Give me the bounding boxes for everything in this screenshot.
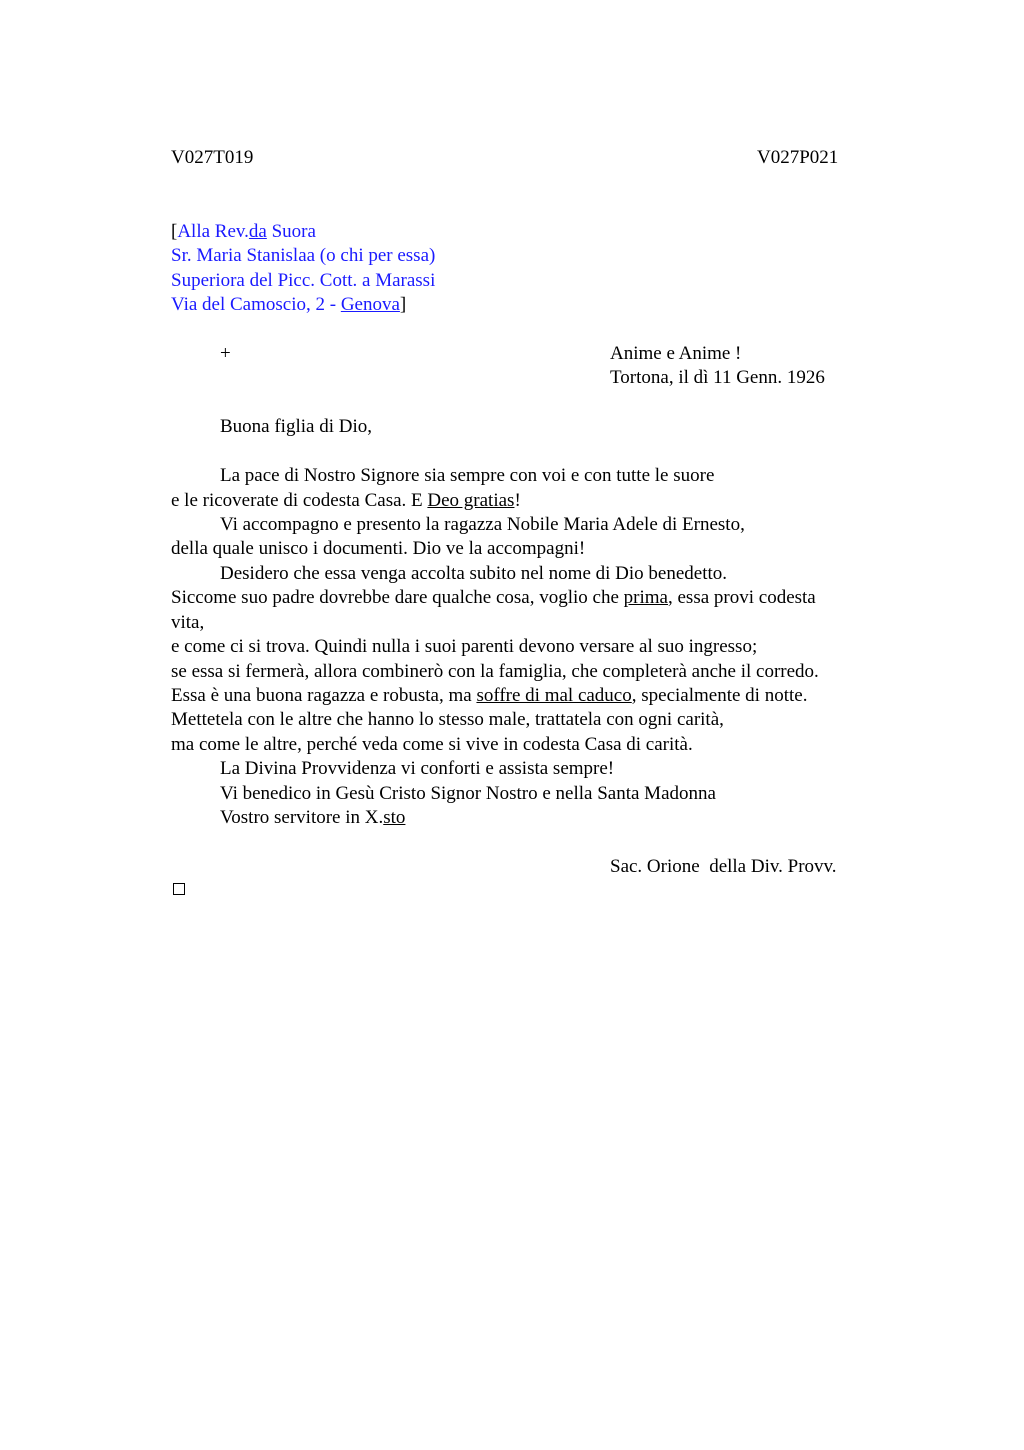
body-line: Vi accompagno e presento la ragazza Nobile Maria Adele di Ernesto, [220, 514, 745, 535]
address-line-2: Sr. Maria Stanislaa (o chi per essa) [171, 245, 436, 266]
doc-code-right: V027P021 [757, 147, 839, 168]
doc-code-left: V027T019 [171, 147, 254, 168]
body-line: Mettetela con le altre che hanno lo stesso male, trattatela con ogni carità, [171, 709, 724, 730]
signature: Sac. Orione della Div. Provv. [610, 856, 837, 877]
square-box-icon [173, 883, 185, 895]
address-line-3: Superiora del Picc. Cott. a Marassi [171, 270, 436, 291]
salutation: Buona figlia di Dio, [220, 416, 372, 437]
body-line: Siccome suo padre dovrebbe dare qualche cosa, voglio che prima, essa provi codesta [171, 587, 816, 608]
body-line: ma come le altre, perché veda come si vive in codesta Casa di carità. [171, 734, 693, 755]
body-line: e le ricoverate di codesta Casa. E Deo gratias! [171, 490, 521, 511]
dateline: Tortona, il dì 11 Genn. 1926 [610, 367, 825, 388]
address-line-1: [Alla Rev.da Suora [171, 221, 316, 242]
body-line: La pace di Nostro Signore sia sempre con voi e con tutte le suore [220, 465, 715, 486]
body-line: Desidero che essa venga accolta subito nel nome di Dio benedetto. [220, 563, 728, 584]
body-line: vita, [171, 612, 205, 633]
body-line: Essa è una buona ragazza e robusta, ma soffre di mal caduco, specialmente di notte. [171, 685, 808, 706]
cross-mark: + [220, 343, 231, 364]
body-line: Vostro servitore in X.sto [220, 807, 406, 828]
body-line: Vi benedico in Gesù Cristo Signor Nostro e nella Santa Madonna [220, 783, 716, 804]
body-line: La Divina Provvidenza vi conforti e assista sempre! [220, 758, 615, 779]
address-line-4: Via del Camoscio, 2 - Genova] [171, 294, 407, 315]
motto: Anime e Anime ! [610, 343, 742, 364]
body-line: e come ci si trova. Quindi nulla i suoi parenti devono versare al suo ingresso; [171, 636, 758, 657]
body-line: della quale unisco i documenti. Dio ve la accompagni! [171, 538, 586, 559]
body-line: se essa si fermerà, allora combinerò con la famiglia, che completerà anche il corredo. [171, 661, 819, 682]
